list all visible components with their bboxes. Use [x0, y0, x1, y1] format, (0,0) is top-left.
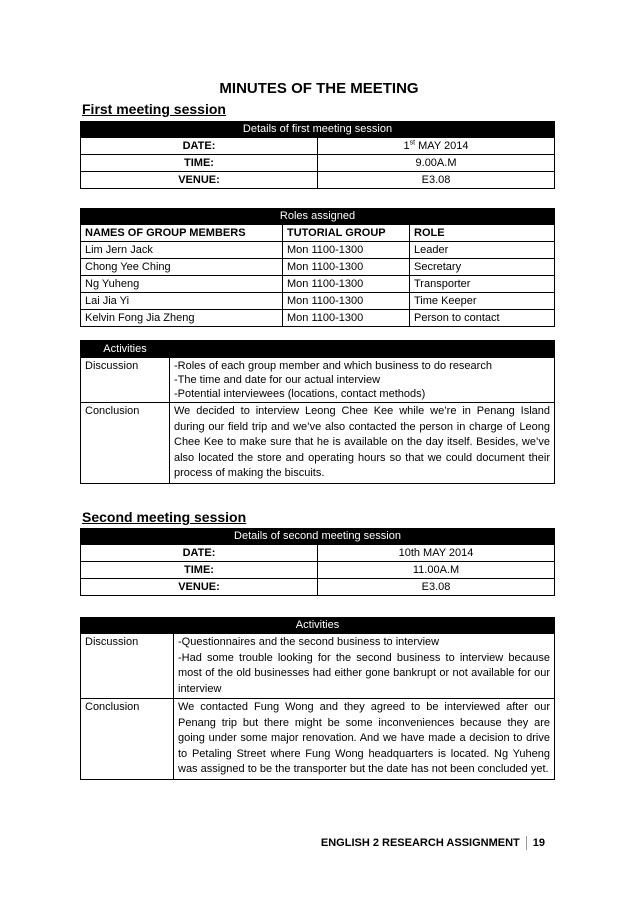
member-tutorial: Mon 1100-1300 [283, 259, 410, 276]
member-tutorial: Mon 1100-1300 [283, 310, 410, 327]
first-session-details-table [80, 121, 555, 189]
member-role: Person to contact [410, 310, 555, 327]
member-name: Lim Jern Jack [81, 242, 283, 259]
roles-table [80, 208, 555, 327]
discussion-content: -Questionnaires and the second business to interview -Had some trouble looking for the second business to interview because most of the old businesses had either gone bankrupt or not available for our interview [174, 634, 555, 699]
discussion-content: -Roles of each group member and which business to do research -The time and date for our actual interview -Potential interviewees (locations, contact methods) [170, 358, 555, 403]
second-session-heading: Second meeting session [82, 509, 247, 525]
activities-header: Activities [81, 618, 555, 634]
member-name: Ng Yuheng [81, 276, 283, 293]
roles-col-role: ROLE [410, 225, 555, 242]
date-value: 1st MAY 2014 [318, 138, 555, 155]
roles-col-names: NAMES OF GROUP MEMBERS [81, 225, 283, 242]
activities-header: Activities [81, 341, 170, 358]
member-role: Secretary [410, 259, 555, 276]
table-row [81, 293, 555, 310]
member-name: Kelvin Fong Jia Zheng [81, 310, 283, 327]
activities-table-first [80, 340, 555, 484]
second-session-details-table [80, 528, 555, 596]
venue-label: VENUE: [81, 579, 318, 596]
table-row [81, 242, 555, 259]
venue-value: E3.08 [318, 579, 555, 596]
conclusion-content: We contacted Fung Wong and they agreed to be interviewed after our Penang trip but there might be some inconveniences because they are going under some major renovation. And we have made a decision to drive to Petaling Street where Fung Wong headquarters is located. Ng Yuheng was assigned to be the transporter but the date has not been concluded yet. [174, 699, 555, 780]
conclusion-content: We decided to interview Leong Chee Kee while we’re in Penang Island during our field trip and we’ve also contacted the person in charge of Leong Chee Kee to make sure that he is available on the day itself. Besides, we’ve also located the store and operating hours so that we could document their process of making the biscuits. [170, 403, 555, 484]
roles-header: Roles assigned [81, 209, 555, 225]
footer-divider [526, 836, 527, 850]
member-tutorial: Mon 1100-1300 [283, 293, 410, 310]
first-session-details-header: Details of first meeting session [81, 122, 555, 138]
discussion-label: Discussion [81, 634, 174, 699]
conclusion-label: Conclusion [81, 403, 170, 484]
activities-table-second [80, 617, 555, 780]
page-number: 19 [532, 836, 545, 849]
time-label: TIME: [81, 562, 318, 579]
time-label: TIME: [81, 155, 318, 172]
page-footer [0, 836, 545, 850]
conclusion-label: Conclusion [81, 699, 174, 780]
member-tutorial: Mon 1100-1300 [283, 276, 410, 293]
second-session-details-header: Details of second meeting session [81, 529, 555, 545]
first-session-heading: First meeting session [82, 101, 226, 117]
member-role: Transporter [410, 276, 555, 293]
page-title: MINUTES OF THE MEETING [219, 80, 419, 97]
table-row [81, 259, 555, 276]
table-row [81, 276, 555, 293]
venue-value: E3.08 [318, 172, 555, 189]
roles-col-tutorial: TUTORIAL GROUP [283, 225, 410, 242]
date-value: 10th MAY 2014 [318, 545, 555, 562]
member-role: Time Keeper [410, 293, 555, 310]
time-value: 11.00A.M [318, 562, 555, 579]
member-tutorial: Mon 1100-1300 [283, 242, 410, 259]
member-role: Leader [410, 242, 555, 259]
venue-label: VENUE: [81, 172, 318, 189]
date-label: DATE: [81, 545, 318, 562]
date-label: DATE: [81, 138, 318, 155]
discussion-label: Discussion [81, 358, 170, 403]
time-value: 9.00A.M [318, 155, 555, 172]
member-name: Lai Jia Yi [81, 293, 283, 310]
footer-label: ENGLISH 2 RESEARCH ASSIGNMENT [320, 836, 520, 849]
member-name: Chong Yee Ching [81, 259, 283, 276]
table-row [81, 310, 555, 327]
